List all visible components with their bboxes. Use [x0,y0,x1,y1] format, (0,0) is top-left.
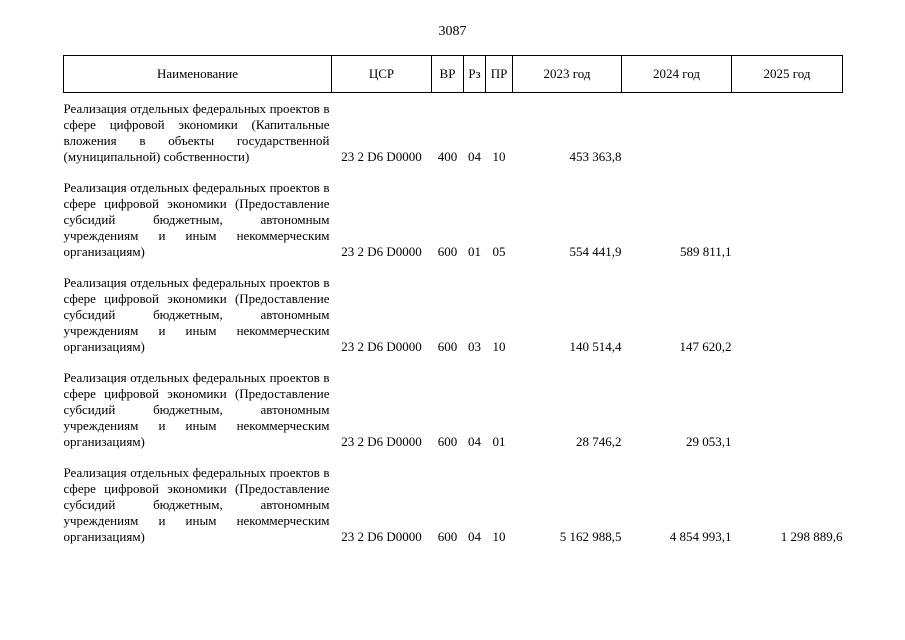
row-name: Реализация отдельных федеральных проектов в сфере цифровой экономики (Предоставление субсидий бюджетным, автономным учреждениям и иным некоммерческим организациям) [63,370,330,449]
budget-table [63,55,843,546]
table-row [64,465,843,546]
row-2024 [622,101,732,166]
row-pr: 10 [492,339,506,354]
row-pr: 05 [492,244,506,259]
row-2025: 1 298 889,6 [780,529,843,544]
row-2025 [732,370,843,451]
table-body [64,93,843,547]
row-name: Реализация отдельных федеральных проектов в сфере цифровой экономики (Капитальные вложения в объекты государственной (муниципальной) собственности) [63,101,330,164]
row-2024: 4 854 993,1 [669,529,732,544]
row-rz: 03 [468,339,481,354]
row-2025 [732,101,843,166]
header-name: Наименование [64,56,332,93]
table-header [64,56,843,93]
table-row [64,101,843,166]
row-csr: 23 2 D6 D0000 [341,339,422,354]
row-pr: 10 [492,149,506,164]
row-rz: 04 [468,434,481,449]
row-2023: 554 441,9 [569,244,622,259]
row-csr: 23 2 D6 D0000 [341,149,422,164]
row-rz: 01 [468,244,481,259]
row-2023: 28 746,2 [576,434,622,449]
header-2025: 2025 год [732,56,843,93]
header-vr: ВР [432,56,464,93]
row-rz: 04 [468,529,481,544]
row-vr: 600 [437,244,458,259]
header-2024: 2024 год [622,56,732,93]
header-csr: ЦСР [332,56,432,93]
row-2025 [732,275,843,356]
row-name: Реализация отдельных федеральных проектов в сфере цифровой экономики (Предоставление субсидий бюджетным, автономным учреждениям и иным некоммерческим организациям) [63,465,330,544]
row-2024: 147 620,2 [679,339,732,354]
table-row [64,370,843,451]
row-2023: 5 162 988,5 [559,529,622,544]
row-rz: 04 [468,149,481,164]
row-pr: 10 [492,529,506,544]
row-name: Реализация отдельных федеральных проектов в сфере цифровой экономики (Предоставление субсидий бюджетным, автономным учреждениям и иным некоммерческим организациям) [63,180,330,259]
row-vr: 600 [437,339,458,354]
row-csr: 23 2 D6 D0000 [341,434,422,449]
page-number: 3087 [438,24,467,39]
row-vr: 600 [437,434,458,449]
row-2024: 589 811,1 [679,244,732,259]
header-2023: 2023 год [513,56,622,93]
row-2024: 29 053,1 [686,434,732,449]
row-name: Реализация отдельных федеральных проектов в сфере цифровой экономики (Предоставление субсидий бюджетным, автономным учреждениям и иным некоммерческим организациям) [63,275,330,354]
row-2023: 453 363,8 [569,149,622,164]
row-2025 [732,180,843,261]
row-pr: 01 [492,434,506,449]
row-vr: 600 [437,529,458,544]
table-row [64,180,843,261]
header-rz: Рз [464,56,486,93]
table-row [64,275,843,356]
row-csr: 23 2 D6 D0000 [341,244,422,259]
row-csr: 23 2 D6 D0000 [341,529,422,544]
header-pr: ПР [486,56,513,93]
row-vr: 400 [437,149,458,164]
row-2023: 140 514,4 [569,339,622,354]
